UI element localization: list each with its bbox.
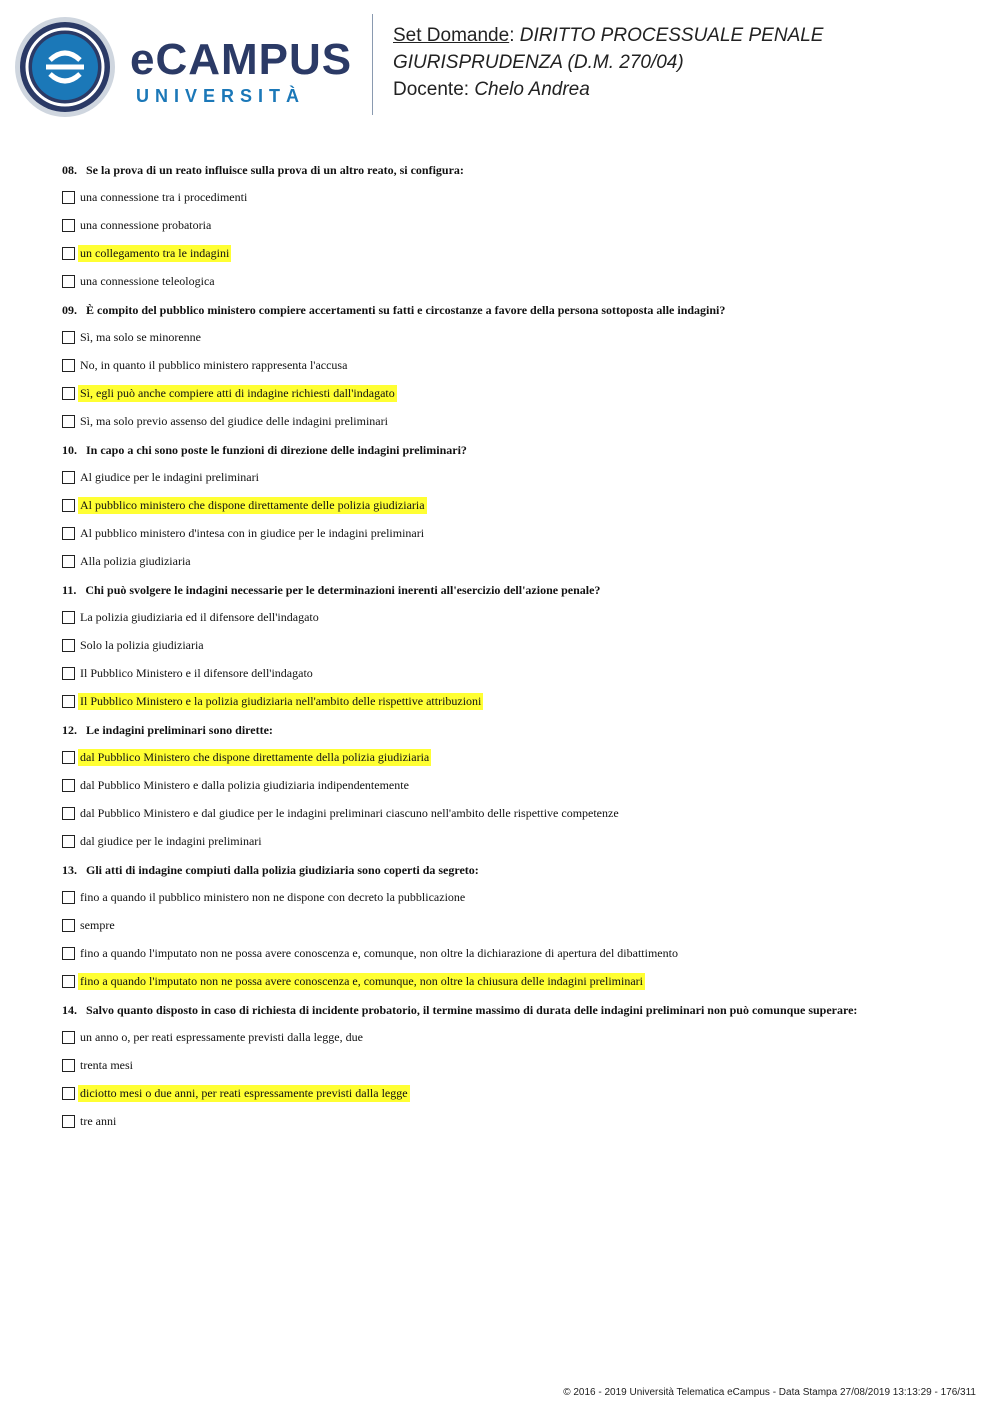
answer-option[interactable] <box>62 1028 962 1047</box>
question-list <box>62 162 962 1142</box>
answer-text: un anno o, per reati espressamente previsti dalla legge, due <box>80 1030 363 1044</box>
answer-option[interactable] <box>62 328 962 347</box>
answer-text: dal Pubblico Ministero che dispone direttamente della polizia giudiziaria <box>80 750 430 764</box>
question-block <box>62 862 962 991</box>
question-number: 11. <box>62 583 77 597</box>
answer-option[interactable] <box>62 776 962 795</box>
answer-option[interactable] <box>62 664 962 683</box>
answer-text: un collegamento tra le indagini <box>80 246 230 260</box>
page-header <box>0 0 1000 125</box>
answer-option-correct[interactable] <box>62 384 962 403</box>
question-text: È compito del pubblico ministero compiere accertamenti su fatti e circostanze a favore della persona sottoposta alle indagini? <box>86 303 726 317</box>
answer-text: fino a quando l'imputato non ne possa avere conoscenza e, comunque, non oltre la chiusura delle indagini preliminari <box>80 974 643 988</box>
answer-option[interactable] <box>62 916 962 935</box>
checkbox[interactable] <box>62 919 75 932</box>
answer-text: No, in quanto il pubblico ministero rappresenta l'accusa <box>80 358 348 372</box>
checkbox[interactable] <box>62 891 75 904</box>
answer-option[interactable] <box>62 552 962 571</box>
checkbox[interactable] <box>62 779 75 792</box>
checkbox[interactable] <box>62 275 75 288</box>
checkbox[interactable] <box>62 611 75 624</box>
teacher-name: Chelo Andrea <box>474 79 590 100</box>
answer-text: dal Pubblico Ministero e dalla polizia giudiziaria indipendentemente <box>80 778 409 792</box>
answer-option[interactable] <box>62 636 962 655</box>
answer-text: La polizia giudiziaria ed il difensore dell'indagato <box>80 610 319 624</box>
question-text: Salvo quanto disposto in caso di richiesta di incidente probatorio, il termine massimo di durata delle indagini preliminari non può comunque superare: <box>86 1003 858 1017</box>
answer-text: diciotto mesi o due anni, per reati espressamente previsti dalla legge <box>80 1086 408 1100</box>
checkbox[interactable] <box>62 975 75 988</box>
answer-text: una connessione tra i procedimenti <box>80 190 248 204</box>
answer-text: una connessione teleologica <box>80 274 215 288</box>
question-title <box>62 302 962 319</box>
answer-option-correct[interactable] <box>62 496 962 515</box>
checkbox[interactable] <box>62 499 75 512</box>
answer-option[interactable] <box>62 944 962 963</box>
answer-text: una connessione probatoria <box>80 218 212 232</box>
checkbox[interactable] <box>62 331 75 344</box>
answer-text: tre anni <box>80 1114 117 1128</box>
question-block <box>62 582 962 711</box>
question-number: 14. <box>62 1003 77 1017</box>
question-title <box>62 722 962 739</box>
question-block <box>62 722 962 851</box>
answer-option[interactable] <box>62 1112 962 1131</box>
set-value: DIRITTO PROCESSUALE PENALE <box>519 25 824 46</box>
question-number: 09. <box>62 303 77 317</box>
answer-text: Sì, egli può anche compiere atti di indagine richiesti dall'indagato <box>80 386 395 400</box>
question-block <box>62 302 962 431</box>
question-text: Chi può svolgere le indagini necessarie per le determinazioni inerenti all'esercizio dell'azione penale? <box>85 583 601 597</box>
checkbox[interactable] <box>62 947 75 960</box>
answer-option[interactable] <box>62 468 962 487</box>
question-title <box>62 162 962 179</box>
checkbox[interactable] <box>62 191 75 204</box>
answer-text: trenta mesi <box>80 1058 133 1072</box>
answer-option-correct[interactable] <box>62 692 962 711</box>
ecampus-logo-icon <box>14 16 116 118</box>
answer-option[interactable] <box>62 1056 962 1075</box>
checkbox[interactable] <box>62 667 75 680</box>
answer-text: fino a quando il pubblico ministero non ne dispone con decreto la pubblicazione <box>80 890 466 904</box>
question-title <box>62 582 962 599</box>
teacher-label: Docente: <box>393 79 475 100</box>
checkbox[interactable] <box>62 1031 75 1044</box>
answer-option[interactable] <box>62 832 962 851</box>
checkbox[interactable] <box>62 751 75 764</box>
answer-option[interactable] <box>62 888 962 907</box>
checkbox[interactable] <box>62 695 75 708</box>
question-title <box>62 1002 962 1019</box>
question-text: In capo a chi sono poste le funzioni di direzione delle indagini preliminari? <box>86 443 467 457</box>
checkbox[interactable] <box>62 639 75 652</box>
answer-text: Il Pubblico Ministero e il difensore dell'indagato <box>80 666 313 680</box>
question-block <box>62 1002 962 1131</box>
question-block <box>62 442 962 571</box>
answer-text: Al pubblico ministero d'intesa con in giudice per le indagini preliminari <box>80 526 425 540</box>
answer-text: dal giudice per le indagini preliminari <box>80 834 262 848</box>
brand-subtitle: UNIVERSITÀ <box>136 86 306 106</box>
question-block <box>62 162 962 291</box>
header-divider <box>372 14 373 115</box>
answer-option-correct[interactable] <box>62 748 962 767</box>
question-title <box>62 442 962 459</box>
answer-option-correct[interactable] <box>62 1084 962 1103</box>
answer-text: Sì, ma solo previo assenso del giudice delle indagini preliminari <box>80 414 388 428</box>
answer-option[interactable] <box>62 524 962 543</box>
answer-text: sempre <box>80 918 115 932</box>
answer-text: Al giudice per le indagini preliminari <box>80 470 259 484</box>
checkbox[interactable] <box>62 415 75 428</box>
answer-text: Al pubblico ministero che dispone direttamente delle polizia giudiziaria <box>80 498 425 512</box>
question-text: Le indagini preliminari sono dirette: <box>86 723 273 737</box>
answer-text: Sì, ma solo se minorenne <box>80 330 201 344</box>
checkbox[interactable] <box>62 1115 75 1128</box>
checkbox[interactable] <box>62 1087 75 1100</box>
checkbox[interactable] <box>62 527 75 540</box>
answer-text: dal Pubblico Ministero e dal giudice per le indagini preliminari ciascuno nell'ambito delle rispettive competenze <box>80 806 619 820</box>
answer-option[interactable] <box>62 608 962 627</box>
answer-option[interactable] <box>62 188 962 207</box>
header-info: Set Domande: DIRITTO PROCESSUALE PENALE GIURISPRUDENZA (D.M. 270/04) Docente: Chelo Andrea <box>393 25 824 100</box>
question-number: 12. <box>62 723 77 737</box>
answer-option[interactable] <box>62 216 962 235</box>
answer-option[interactable] <box>62 356 962 375</box>
answer-option[interactable] <box>62 412 962 431</box>
question-number: 13. <box>62 863 77 877</box>
checkbox[interactable] <box>62 387 75 400</box>
answer-option[interactable] <box>62 272 962 291</box>
checkbox[interactable] <box>62 247 75 260</box>
brand-name: eCAMPUS <box>130 35 353 84</box>
checkbox[interactable] <box>62 555 75 568</box>
question-text: Se la prova di un reato influisce sulla prova di un altro reato, si configura: <box>86 163 464 177</box>
answer-text: fino a quando l'imputato non ne possa avere conoscenza e, comunque, non oltre la dichiarazione di apertura del dibattimento <box>80 946 678 960</box>
checkbox[interactable] <box>62 835 75 848</box>
brand <box>130 35 353 107</box>
question-title <box>62 862 962 879</box>
answer-option-correct[interactable] <box>62 972 962 991</box>
set-label: Set Domande <box>393 25 510 46</box>
answer-option-correct[interactable] <box>62 244 962 263</box>
course-name: GIURISPRUDENZA (D.M. 270/04) <box>393 52 684 73</box>
answer-text: Alla polizia giudiziaria <box>80 554 191 568</box>
question-text: Gli atti di indagine compiuti dalla polizia giudiziaria sono coperti da segreto: <box>86 863 479 877</box>
answer-option[interactable] <box>62 804 962 823</box>
question-number: 10. <box>62 443 77 457</box>
answer-text: Solo la polizia giudiziaria <box>80 638 204 652</box>
checkbox[interactable] <box>62 471 75 484</box>
checkbox[interactable] <box>62 807 75 820</box>
page-footer: © 2016 - 2019 Università Telematica eCampus - Data Stampa 27/08/2019 13:13:29 - 176/311 <box>563 1387 976 1398</box>
checkbox[interactable] <box>62 219 75 232</box>
question-number: 08. <box>62 163 77 177</box>
answer-text: Il Pubblico Ministero e la polizia giudiziaria nell'ambito delle rispettive attribuzioni <box>80 694 482 708</box>
checkbox[interactable] <box>62 1059 75 1072</box>
checkbox[interactable] <box>62 359 75 372</box>
